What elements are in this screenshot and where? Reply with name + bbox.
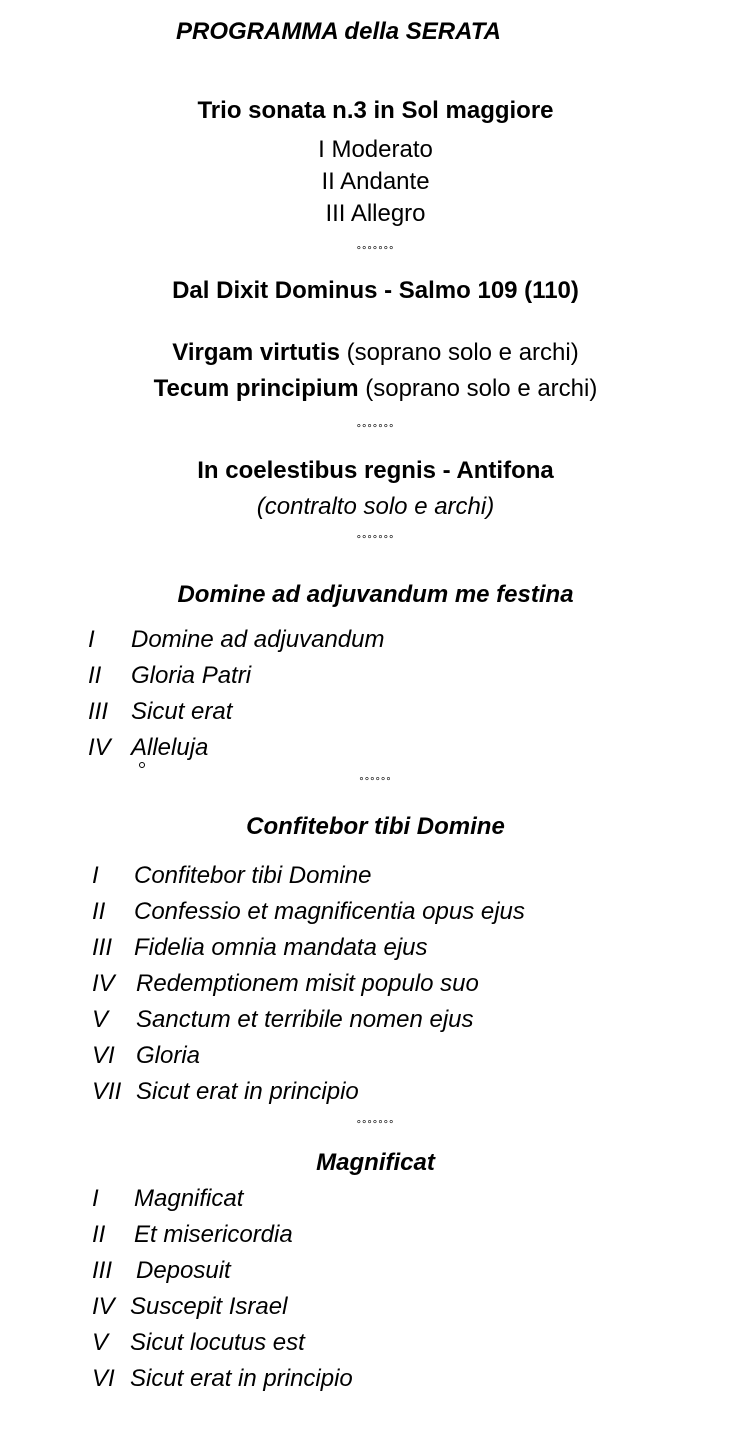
item-number: II [88,662,102,689]
item-number: I [92,862,99,889]
separator-3: °°°°°°° [356,534,395,546]
dixit-line-2 [0,377,751,401]
separator-2: °°°°°°° [356,423,395,435]
item-number: I [92,1185,99,1212]
item-number: IV [92,970,115,997]
item-title: Sicut erat in principio [130,1365,353,1392]
item-title: Suscepit Israel [130,1293,288,1320]
page-title: PROGRAMMA della SERATA [176,18,501,45]
stray-dot-mark [139,762,145,768]
item-title: Magnificat [134,1185,244,1212]
item-number: II [92,898,106,925]
item-title: Confitebor tibi Domine [134,862,372,889]
item-number: I [88,626,95,653]
dixit-line-1-detail: (soprano solo e archi) [339,339,579,366]
separator-5: °°°°°°° [356,1119,395,1131]
item-title: Sicut locutus est [130,1329,305,1356]
coelestibus-heading: In coelestibus regnis - Antifona [197,457,554,484]
separator-1: °°°°°°° [356,245,395,257]
item-number: IV [88,734,111,761]
trio-movement-3: III Allegro [325,200,426,227]
item-number: III [92,1257,113,1284]
dixit-heading: Dal Dixit Dominus - Salmo 109 (110) [172,277,579,304]
item-title: Sicut erat in principio [136,1078,359,1105]
domine-heading: Domine ad adjuvandum me festina [177,581,574,608]
dixit-line-2-detail: (soprano solo e archi) [358,375,598,402]
coelestibus-subtitle: (contralto solo e archi) [256,493,495,520]
item-title: Alleluja [131,734,209,761]
item-title: Gloria [136,1042,201,1069]
dixit-line-2-title: Tecum principium [153,375,359,402]
confitebor-heading: Confitebor tibi Domine [246,813,505,840]
item-number: VI [92,1365,115,1392]
item-title: Deposuit [136,1257,231,1284]
trio-movement-2: II Andante [321,168,430,195]
item-title: Sicut erat [131,698,233,725]
item-number: III [88,698,109,725]
magnificat-heading: Magnificat [316,1149,435,1176]
item-number: VII [92,1078,122,1105]
item-number: III [92,934,113,961]
item-title: Domine ad adjuvandum [131,626,385,653]
item-title: Sanctum et terribile nomen ejus [136,1006,474,1033]
item-number: IV [92,1293,115,1320]
item-title: Gloria Patri [131,662,252,689]
item-number: VI [92,1042,115,1069]
separator-4: °°°°°° [359,776,392,788]
item-title: Fidelia omnia mandata ejus [134,934,428,961]
item-number: II [92,1221,106,1248]
trio-heading: Trio sonata n.3 in Sol maggiore [197,97,554,124]
item-title: Et misericordia [134,1221,293,1248]
item-title: Redemptionem misit populo suo [136,970,479,997]
item-number: V [92,1329,109,1356]
item-title: Confessio et magnificentia opus ejus [134,898,525,925]
trio-movement-1: I Moderato [318,136,433,163]
dixit-line-1-title: Virgam virtutis [172,339,340,366]
item-number: V [92,1006,109,1033]
dixit-line-1 [0,341,751,365]
